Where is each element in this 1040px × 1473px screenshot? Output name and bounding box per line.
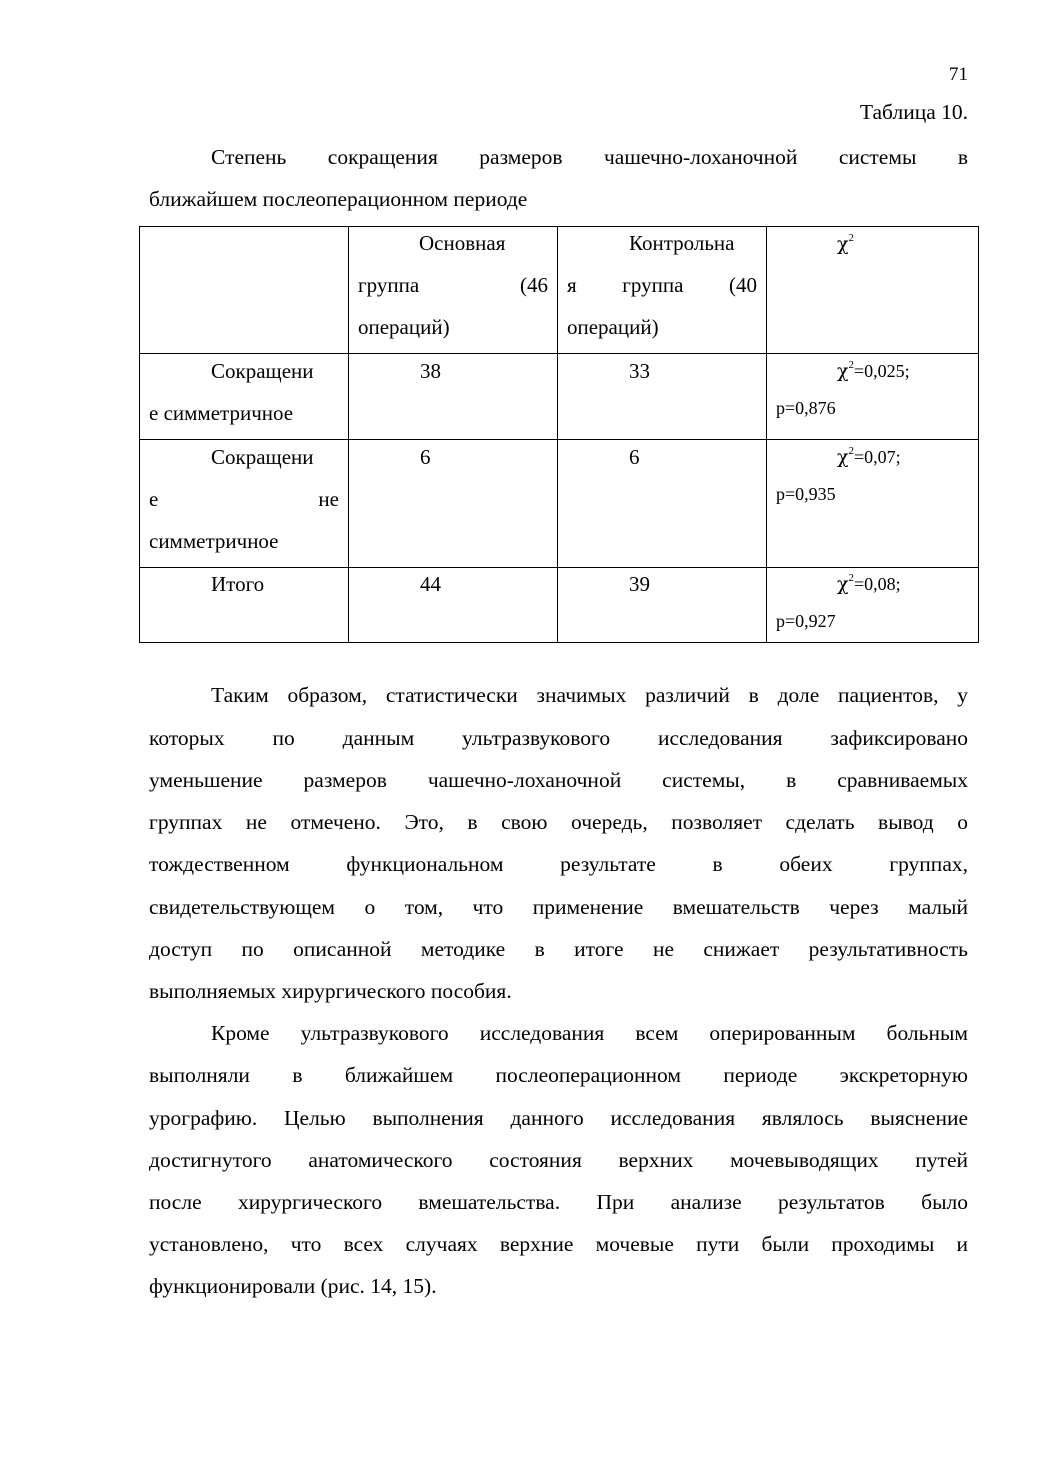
row1-p-value: p=0,876 bbox=[776, 398, 836, 418]
table-row-divider bbox=[139, 567, 979, 568]
row1-main-value: 38 bbox=[420, 359, 441, 383]
data-table bbox=[139, 226, 979, 643]
row2-label-line-2: е не bbox=[149, 487, 339, 511]
paragraph-2-line: достигнутого анатомического состояния верхних мочевыводящих путей bbox=[149, 1148, 968, 1172]
table-row-divider bbox=[139, 353, 979, 354]
header-control-line-2: я группа (40 bbox=[567, 273, 757, 297]
header-main-line-3: операций) bbox=[358, 315, 450, 339]
header-chi-square bbox=[837, 231, 854, 259]
table-caption-line-2: ближайшем послеоперационном периоде bbox=[149, 187, 528, 211]
row2-main-value: 6 bbox=[420, 445, 431, 469]
table-border-bottom bbox=[139, 642, 979, 643]
paragraph-1-line: свидетельствующем о том, что применение вмешательств через малый bbox=[149, 895, 968, 919]
row2-chi-value: $\chi^2=0,07$; bbox=[837, 445, 901, 468]
chi-superscript: 2 bbox=[848, 232, 855, 244]
paragraph-1-line: уменьшение размеров чашечно-лоханочной системы, в сравниваемых bbox=[149, 768, 968, 792]
row2-label-line-3: симметричное bbox=[149, 529, 279, 553]
row3-control-value: 39 bbox=[629, 572, 650, 596]
paragraph-1-line: тождественном функциональном результате в обеих группах, bbox=[149, 852, 968, 876]
header-main-line-2: группа (46 bbox=[358, 273, 548, 297]
row1-label-line-1: Сокращени bbox=[211, 359, 314, 383]
paragraph-2-line: после хирургического вмешательства. При анализе результатов было bbox=[149, 1190, 968, 1214]
table-col-divider bbox=[348, 226, 349, 643]
chi-symbol: χ bbox=[837, 233, 849, 255]
paragraph-2-line: установлено, что всех случаях верхние мочевые пути были проходимы и bbox=[149, 1232, 968, 1256]
row1-chi-value: $\chi^2=0,025$; bbox=[837, 359, 910, 382]
table-border-top bbox=[139, 226, 979, 227]
paragraph-2-line: Кроме ультразвукового исследования всем оперированным больным bbox=[211, 1021, 968, 1045]
paragraph-1-line: группах не отмечено. Это, в свою очередь, позволяет сделать вывод о bbox=[149, 810, 968, 834]
paragraph-1-line: Таким образом, статистически значимых различий в доле пациентов, у bbox=[211, 683, 968, 707]
table-row-divider bbox=[139, 439, 979, 440]
table-caption-line-1: Степень сокращения размеров чашечно-лоханочной системы в bbox=[211, 145, 968, 169]
table-col-divider bbox=[766, 226, 767, 643]
paragraph-2-line: выполняли в ближайшем послеоперационном периоде экскреторную bbox=[149, 1063, 968, 1087]
table-border-left bbox=[139, 226, 140, 643]
paragraph-2-line: функционировали (рис. 14, 15). bbox=[149, 1274, 437, 1298]
row3-main-value: 44 bbox=[420, 572, 441, 596]
paragraph-1-line: выполняемых хирургического пособия. bbox=[149, 979, 512, 1003]
row3-label: Итого bbox=[211, 572, 265, 596]
row3-p-value: p=0,927 bbox=[776, 611, 836, 631]
row2-control-value: 6 bbox=[629, 445, 640, 469]
row2-p-value: p=0,935 bbox=[776, 484, 836, 504]
header-control-line-1: Контрольна bbox=[629, 231, 735, 255]
header-main-line-1: Основная bbox=[419, 231, 506, 255]
paragraph-1-line: доступ по описанной методике в итоге не снижает результативность bbox=[149, 937, 968, 961]
paragraph-2-line: урографию. Целью выполнения данного исследования являлось выяснение bbox=[149, 1106, 968, 1130]
row3-chi-value: $\chi^2=0,08$; bbox=[837, 572, 901, 595]
page-number: 71 bbox=[949, 64, 968, 85]
paragraph-1-line: которых по данным ультразвукового исследования зафиксировано bbox=[149, 726, 968, 750]
table-col-divider bbox=[557, 226, 558, 643]
table-label: Таблица 10. bbox=[859, 100, 968, 124]
header-control-line-3: операций) bbox=[567, 315, 659, 339]
table-border-right bbox=[978, 226, 979, 643]
row1-control-value: 33 bbox=[629, 359, 650, 383]
row1-label-line-2: е симметричное bbox=[149, 401, 294, 425]
row2-label-line-1: Сокращени bbox=[211, 445, 314, 469]
